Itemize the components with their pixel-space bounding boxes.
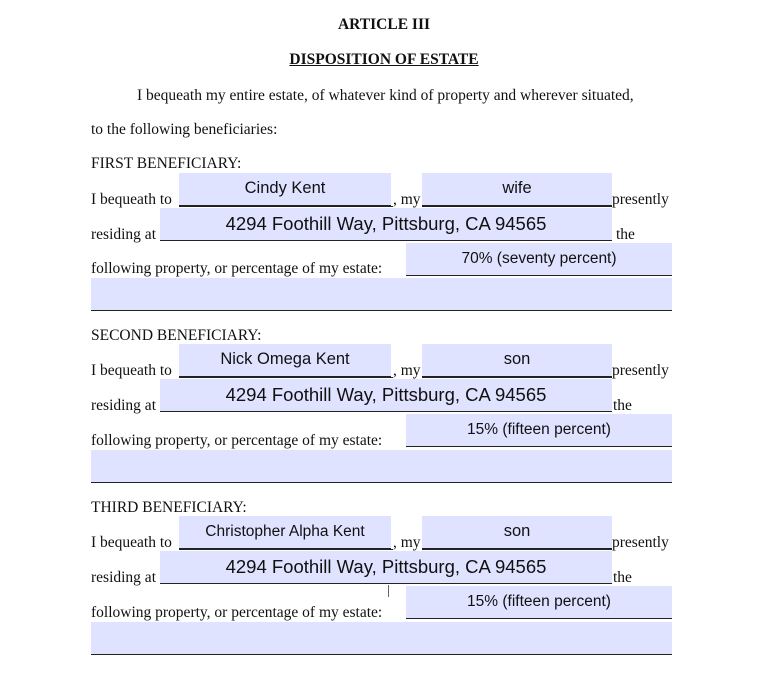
following-property-label: following property, or percentage of my estate: — [91, 432, 383, 449]
bequeath-to-label: I bequeath to — [91, 534, 172, 551]
share-field[interactable]: 15% (fifteen percent) — [406, 414, 672, 447]
additional-property-field[interactable] — [91, 278, 672, 311]
my-label: , my — [393, 191, 421, 208]
intro-line-2: to the following beneficiaries: — [91, 121, 278, 138]
beneficiary-name-field[interactable]: Christopher Alpha Kent — [179, 516, 391, 549]
the-label: the — [613, 569, 632, 586]
additional-property-field[interactable] — [91, 450, 672, 483]
relationship-field[interactable]: son — [422, 516, 612, 549]
relationship-field[interactable]: son — [422, 344, 612, 377]
following-property-label: following property, or percentage of my estate: — [91, 260, 383, 277]
share-field[interactable]: 15% (fifteen percent) — [406, 586, 672, 619]
section-title: DISPOSITION OF ESTATE — [289, 51, 479, 68]
my-label: , my — [393, 362, 421, 379]
beneficiary-heading: SECOND BENEFICIARY: — [91, 327, 262, 344]
residing-at-label: residing at — [91, 397, 156, 414]
the-label: the — [613, 397, 632, 414]
relationship-field[interactable]: wife — [422, 173, 612, 206]
presently-label: presently — [612, 362, 669, 379]
following-property-label: following property, or percentage of my estate: — [91, 604, 383, 621]
bequeath-to-label: I bequeath to — [91, 362, 172, 379]
bequeath-to-label: I bequeath to — [91, 191, 172, 208]
beneficiary-heading: FIRST BENEFICIARY: — [91, 155, 242, 172]
the-label: the — [616, 226, 635, 243]
relation-underline — [422, 206, 612, 207]
name-underline — [179, 549, 393, 550]
text-cursor — [388, 585, 389, 597]
presently-label: presently — [612, 191, 669, 208]
beneficiary-heading: THIRD BENEFICIARY: — [91, 499, 247, 516]
name-underline — [179, 206, 393, 207]
address-field[interactable]: 4294 Foothill Way, Pittsburg, CA 94565 — [160, 551, 612, 584]
relation-underline — [422, 377, 612, 378]
residing-at-label: residing at — [91, 226, 156, 243]
share-field[interactable]: 70% (seventy percent) — [406, 243, 672, 276]
beneficiary-name-field[interactable]: Nick Omega Kent — [179, 344, 391, 377]
relation-underline — [422, 549, 612, 550]
residing-at-label: residing at — [91, 569, 156, 586]
intro-line-1: I bequeath my entire estate, of whatever kind of property and wherever situated, — [137, 87, 634, 104]
beneficiary-name-field[interactable]: Cindy Kent — [179, 173, 391, 206]
address-field[interactable]: 4294 Foothill Way, Pittsburg, CA 94565 — [160, 379, 612, 412]
presently-label: presently — [612, 534, 669, 551]
additional-property-field[interactable] — [91, 622, 672, 655]
my-label: , my — [393, 534, 421, 551]
article-heading: ARTICLE III — [337, 16, 431, 33]
name-underline — [179, 377, 393, 378]
address-field[interactable]: 4294 Foothill Way, Pittsburg, CA 94565 — [160, 208, 612, 241]
